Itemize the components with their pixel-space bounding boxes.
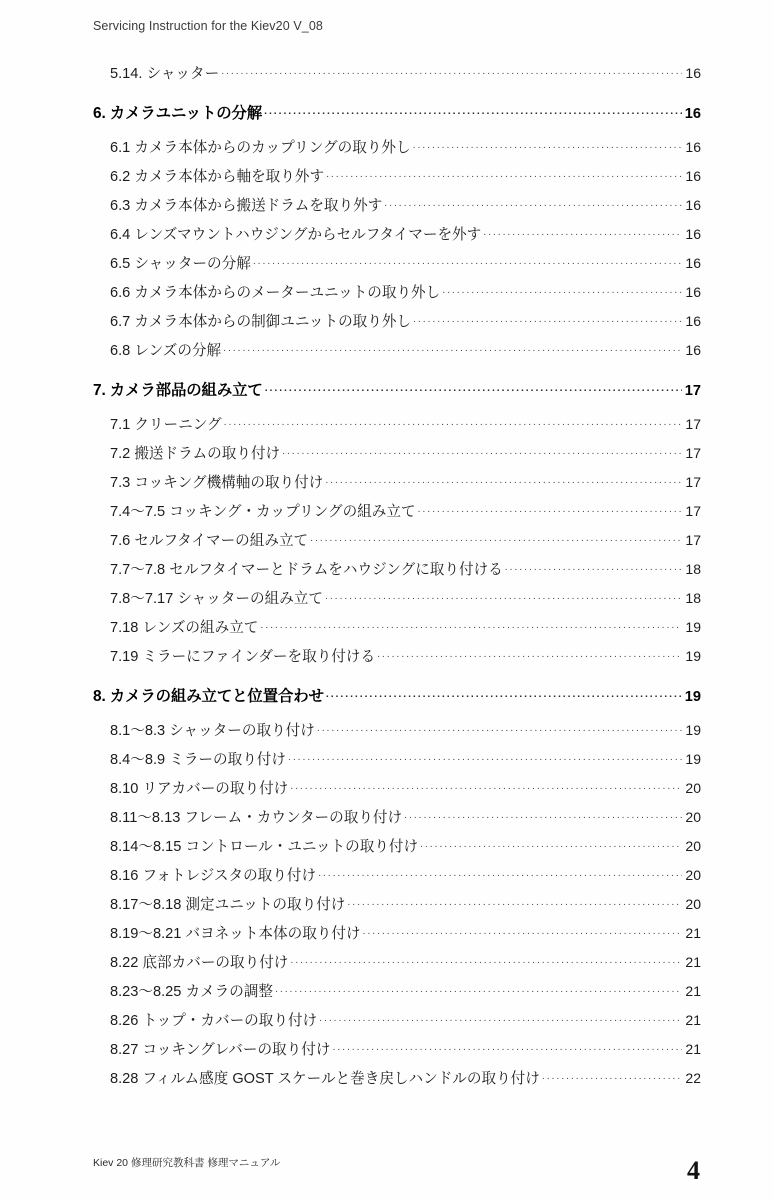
toc-entry-label: 8.14〜8.15 コントロール・ユニットの取り付け: [110, 839, 419, 855]
toc-entry-page-number: 20: [685, 896, 701, 912]
toc-entry-label: 8.17〜8.18 測定ユニットの取り付け: [110, 897, 346, 913]
toc-entry-label: 7.3 コッキング機構軸の取り付け: [110, 475, 324, 491]
toc-entry-label: 7.2 搬送ドラムの取り付け: [110, 446, 281, 462]
toc-entry-label: 5.14. シャッター: [110, 66, 220, 82]
dot-leader: [542, 1068, 682, 1083]
toc-entry[interactable]: [93, 922, 701, 951]
toc-entry[interactable]: [93, 500, 701, 529]
toc-entry-page-number: 16: [685, 342, 701, 358]
toc-entry[interactable]: [93, 777, 701, 806]
toc-section-heading[interactable]: [93, 101, 701, 131]
toc-entry-page-number: 20: [685, 838, 701, 854]
toc-entry[interactable]: [93, 893, 701, 922]
toc-entry[interactable]: [93, 529, 701, 558]
toc-entry-page-number: 17: [685, 445, 701, 461]
dot-leader: [404, 807, 682, 822]
toc-entry[interactable]: [93, 587, 701, 616]
dot-leader: [290, 952, 682, 967]
toc-entry[interactable]: [93, 835, 701, 864]
toc-entry-page-number: 16: [685, 255, 701, 271]
toc-entry-label: 6.7 カメラ本体からの制御ユニットの取り外し: [110, 314, 412, 330]
dot-leader: [326, 686, 682, 701]
toc-entry-label: 7.19 ミラーにファインダーを取り付ける: [110, 649, 376, 665]
toc-section-heading[interactable]: [93, 378, 701, 408]
toc-entry[interactable]: [93, 310, 701, 339]
toc-entry-page-number: 20: [685, 809, 701, 825]
toc-entry-page-number: 16: [685, 197, 701, 213]
toc-entry-page-number: 20: [685, 780, 701, 796]
toc-entry[interactable]: [93, 1009, 701, 1038]
toc-entry[interactable]: [93, 558, 701, 587]
dot-leader: [224, 414, 682, 429]
toc-entry[interactable]: [93, 1067, 701, 1096]
toc-entry-page-number: 17: [685, 532, 701, 548]
toc-entry-page-number: 17: [684, 383, 701, 399]
dot-leader: [505, 559, 682, 574]
toc-entry-label: 7.6 セルフタイマーの組み立て: [110, 533, 309, 549]
toc-entry-page-number: 16: [685, 284, 701, 300]
dot-leader: [223, 340, 682, 355]
toc-entry-label: 8.1〜8.3 シャッターの取り付け: [110, 723, 315, 739]
toc-entry[interactable]: [93, 413, 701, 442]
dot-leader: [420, 836, 682, 851]
toc-entry-label: 6.1 カメラ本体からのカップリングの取り外し: [110, 140, 411, 156]
toc-entry[interactable]: [93, 136, 701, 165]
toc-entry-label: 6.3 カメラ本体から搬送ドラムを取り外す: [110, 198, 383, 214]
footer-text: Kiev 20 修理研究教科書 修理マニュアル: [93, 1157, 281, 1169]
toc-entry-page-number: 21: [685, 1041, 701, 1057]
toc-entry-page-number: 16: [685, 226, 701, 242]
toc-entry-label: 8.19〜8.21 バヨネット本体の取り付け: [110, 926, 361, 942]
toc-entry[interactable]: [93, 719, 701, 748]
toc-entry-page-number: 16: [685, 65, 701, 81]
toc-entry-label: 6.5 シャッターの分解: [110, 256, 251, 272]
table-of-contents: [0, 62, 774, 1096]
toc-entry-label: 7.8〜7.17 シャッターの組み立て: [110, 591, 323, 607]
toc-entry[interactable]: [93, 616, 701, 645]
toc-entry-label: 8.26 トップ・カバーの取り付け: [110, 1013, 318, 1029]
dot-leader: [325, 588, 682, 603]
toc-entry-page-number: 19: [685, 722, 701, 738]
toc-entry[interactable]: [93, 62, 701, 91]
toc-entry[interactable]: [93, 281, 701, 310]
toc-entry-label: 7.4〜7.5 コッキング・カップリングの組み立て: [110, 504, 416, 520]
toc-entry-page-number: 21: [685, 954, 701, 970]
toc-entry[interactable]: [93, 471, 701, 500]
dot-leader: [332, 1039, 682, 1054]
dot-leader: [275, 981, 682, 996]
toc-entry-page-number: 16: [685, 139, 701, 155]
toc-entry-label: 8.10 リアカバーの取り付け: [110, 781, 289, 797]
dot-leader: [413, 137, 682, 152]
running-header: Servicing Instruction for the Kiev20 V_08: [93, 19, 323, 33]
toc-entry-label: 8.11〜8.13 フレーム・カウンターの取り付け: [110, 810, 403, 826]
toc-entry[interactable]: [93, 951, 701, 980]
toc-entry-page-number: 16: [685, 168, 701, 184]
toc-section-heading[interactable]: [93, 684, 701, 714]
dot-leader: [253, 253, 682, 268]
dot-leader: [347, 894, 682, 909]
toc-entry-page-number: 19: [685, 619, 701, 635]
dot-leader: [221, 63, 682, 78]
toc-entry-label: 7.7〜7.8 セルフタイマーとドラムをハウジングに取り付ける: [110, 562, 503, 578]
dot-leader: [384, 195, 682, 210]
dot-leader: [288, 749, 682, 764]
toc-entry-label: 8.28 フィルム感度 GOST スケールと巻き戻しハンドルの取り付け: [110, 1071, 540, 1087]
dot-leader: [483, 224, 682, 239]
toc-entry-page-number: 17: [685, 474, 701, 490]
toc-entry-label: 7. カメラ部品の組み立て: [93, 382, 263, 399]
toc-entry-page-number: 22: [685, 1070, 701, 1086]
dot-leader: [265, 380, 682, 395]
toc-entry-label: 8.27 コッキングレバーの取り付け: [110, 1042, 331, 1058]
toc-entry-page-number: 21: [685, 983, 701, 999]
toc-entry-label: 6.2 カメラ本体から軸を取り外す: [110, 169, 325, 185]
toc-entry-label: 6. カメラユニットの分解: [93, 105, 263, 122]
toc-entry[interactable]: [93, 645, 701, 674]
dot-leader: [260, 617, 682, 632]
toc-entry-label: 8. カメラの組み立てと位置合わせ: [93, 688, 324, 705]
toc-entry-page-number: 21: [685, 925, 701, 941]
toc-entry-page-number: 16: [685, 313, 701, 329]
toc-entry[interactable]: [93, 339, 701, 368]
page-number: 4: [687, 1156, 700, 1185]
toc-entry-page-number: 19: [685, 648, 701, 664]
toc-entry-page-number: 17: [685, 416, 701, 432]
dot-leader: [318, 865, 682, 880]
dot-leader: [282, 443, 682, 458]
toc-entry-label: 6.6 カメラ本体からのメーターユニットの取り外し: [110, 285, 441, 301]
toc-entry[interactable]: [93, 252, 701, 281]
toc-entry-page-number: 19: [684, 689, 701, 705]
toc-entry-page-number: 16: [684, 106, 701, 122]
toc-entry[interactable]: [93, 748, 701, 777]
toc-entry[interactable]: [93, 165, 701, 194]
toc-entry-page-number: 18: [685, 590, 701, 606]
dot-leader: [418, 501, 682, 516]
dot-leader: [290, 778, 682, 793]
toc-entry-label: 8.16 フォトレジスタの取り付け: [110, 868, 317, 884]
toc-entry-page-number: 17: [685, 503, 701, 519]
dot-leader: [317, 720, 682, 735]
dot-leader: [326, 166, 682, 181]
toc-entry-label: 6.8 レンズの分解: [110, 343, 222, 359]
toc-entry-label: 7.1 クリーニング: [110, 417, 222, 433]
toc-entry-label: 8.23〜8.25 カメラの調整: [110, 984, 274, 1000]
dot-leader: [442, 282, 682, 297]
toc-entry-page-number: 18: [685, 561, 701, 577]
toc-entry[interactable]: [93, 864, 701, 893]
toc-entry[interactable]: [93, 223, 701, 252]
toc-entry-page-number: 20: [685, 867, 701, 883]
toc-entry-page-number: 19: [685, 751, 701, 767]
dot-leader: [377, 646, 682, 661]
toc-entry-page-number: 21: [685, 1012, 701, 1028]
dot-leader: [310, 530, 682, 545]
toc-entry-label: 7.18 レンズの組み立て: [110, 620, 259, 636]
toc-entry[interactable]: [93, 980, 701, 1009]
dot-leader: [363, 923, 682, 938]
dot-leader: [325, 472, 682, 487]
dot-leader: [319, 1010, 682, 1025]
dot-leader: [413, 311, 682, 326]
toc-entry[interactable]: [93, 194, 701, 223]
toc-entry-label: 8.4〜8.9 ミラーの取り付け: [110, 752, 286, 768]
toc-entry-label: 6.4 レンズマウントハウジングからセルフタイマーを外す: [110, 227, 482, 243]
dot-leader: [264, 103, 682, 118]
toc-entry[interactable]: [93, 806, 701, 835]
toc-entry[interactable]: [93, 1038, 701, 1067]
toc-entry[interactable]: [93, 442, 701, 471]
toc-entry-label: 8.22 底部カバーの取り付け: [110, 955, 289, 971]
